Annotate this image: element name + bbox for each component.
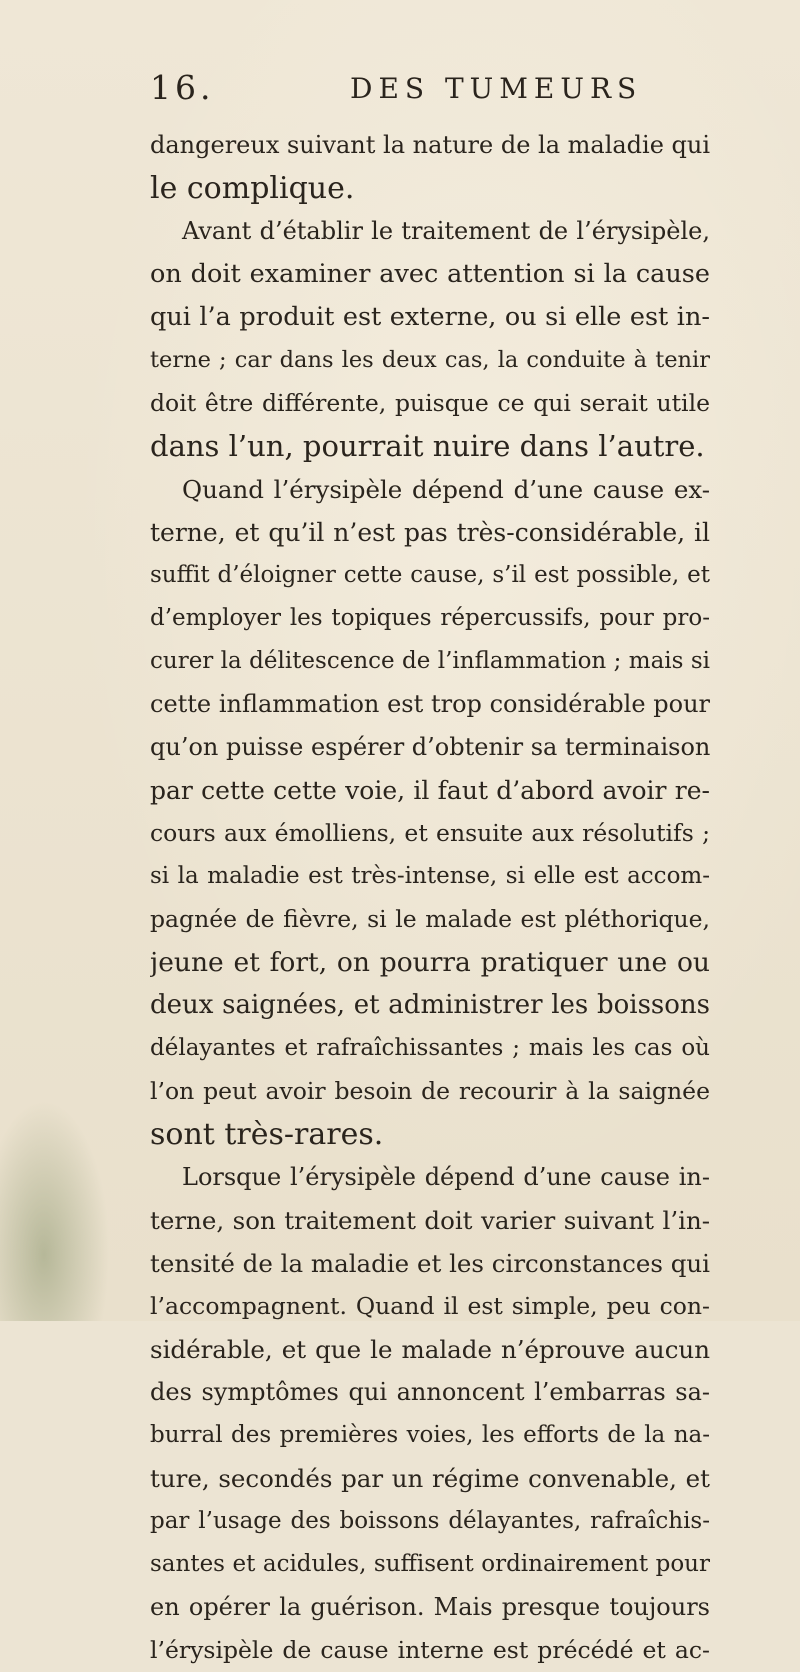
text-line: on doit examiner avec attention si la cause — [150, 259, 710, 289]
text-line: doit être différente, puisque ce qui serait utile — [150, 389, 710, 417]
text-line: délayantes et rafraîchissantes ; mais les cas où — [150, 1035, 710, 1061]
text-line: Lorsque l’érysipèle dépend d’une cause in- — [182, 1163, 710, 1191]
text-line: par cette cette voie, il faut d’abord avoir re- — [150, 776, 710, 805]
page-stain — [0, 1100, 110, 1321]
text-line: si la maladie est très-intense, si elle est accom- — [150, 863, 710, 889]
text-line: cette inflammation est trop considérable pour — [150, 690, 710, 718]
text-line: terne, son traitement doit varier suivant l’in- — [150, 1206, 710, 1235]
text-line: Avant d’établir le traitement de l’érysipèle, — [182, 217, 710, 245]
text-line: pagnée de fièvre, si le malade est pléthorique, — [150, 905, 710, 933]
body-text — [150, 124, 710, 1672]
text-line: le complique. — [150, 171, 355, 206]
text-line: burral des premières voies, les efforts de la na- — [150, 1422, 710, 1448]
text-line: l’on peut avoir besoin de recourir à la saignée — [150, 1077, 710, 1105]
text-line: cours aux émolliens, et ensuite aux résolutifs ; — [150, 819, 710, 847]
text-line: terne, et qu’il n’est pas très-considérable, il — [150, 518, 710, 547]
text-line: suffit d’éloigner cette cause, s’il est possible, et — [150, 562, 710, 588]
running-title: DES TUMEURS — [350, 72, 643, 105]
text-line: sidérable, et que le malade n’éprouve aucun — [150, 1335, 710, 1364]
text-line: Quand l’érysipèle dépend d’une cause ex- — [182, 475, 710, 504]
text-line: dangereux suivant la nature de la maladie qui — [150, 131, 710, 159]
text-line: deux saignées, et administrer les boissons — [150, 990, 710, 1020]
text-line: l’accompagnent. Quand il est simple, peu con- — [150, 1292, 710, 1320]
text-line: terne ; car dans les deux cas, la conduite à tenir — [150, 347, 710, 373]
text-line: tensité de la maladie et les circonstances qui — [150, 1249, 710, 1278]
text-line: l’érysipèle de cause interne est précédé et ac- — [150, 1636, 710, 1664]
text-line: santes et acidules, suffisent ordinairement pour — [150, 1551, 710, 1577]
text-line: qu’on puisse espérer d’obtenir sa terminaison — [150, 733, 710, 761]
text-line: en opérer la guérison. Mais presque toujours — [150, 1593, 710, 1621]
text-line: qui l’a produit est externe, ou si elle est in- — [150, 302, 710, 332]
text-line: ture, secondés par un régime convenable, et — [150, 1464, 710, 1493]
page-number: 16. — [150, 68, 215, 107]
text-line: d’employer les topiques répercussifs, pour pro- — [150, 605, 710, 631]
text-line: par l’usage des boissons délayantes, rafraîchis- — [150, 1508, 710, 1534]
text-line: curer la délitescence de l’inflammation ; mais si — [150, 648, 710, 674]
text-line: des symptômes qui annoncent l’embarras sa- — [150, 1378, 710, 1406]
text-line: sont très-rares. — [150, 1117, 384, 1152]
text-line: dans l’un, pourrait nuire dans l’autre. — [150, 429, 705, 463]
text-line: jeune et fort, on pourra pratiquer une ou — [150, 947, 710, 978]
page-header — [150, 62, 710, 112]
